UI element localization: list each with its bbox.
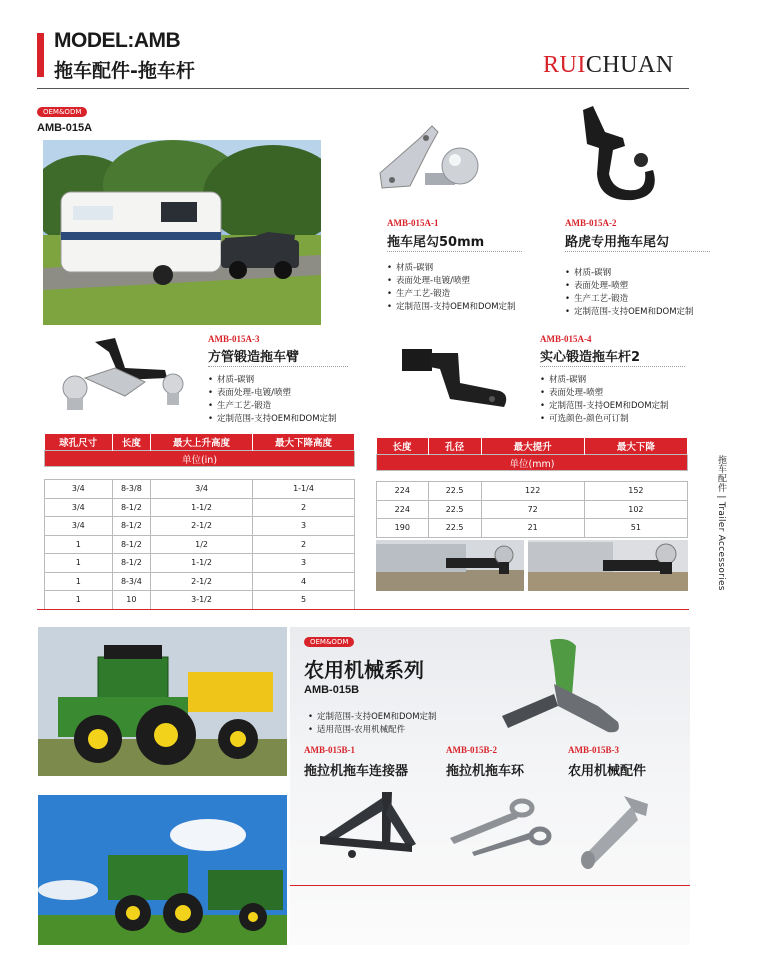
table-row [377,519,688,538]
feature-item: • 定制范围-支持OEM和DOM定制 [208,413,337,426]
table-cell: 3/4 [45,517,113,536]
feature-item: • 表面处理-喷塑 [565,280,694,293]
table-cell: 22.5 [428,519,481,538]
series-title: 农用机械系列 [304,658,424,682]
table-cell: 102 [584,500,687,519]
feature-item: • 生产工艺-锻造 [208,400,337,413]
table-cell: 3 [253,517,355,536]
feature-list [308,711,437,737]
table-cell: 190 [377,519,429,538]
product-title: 路虎专用拖车尾勾 [565,235,670,250]
table-cell: 1/2 [151,535,253,554]
feature-item: • 适用范围-农用机械配件 [308,724,437,737]
table-cell: 8-3/8 [112,480,150,499]
dotted-divider [540,366,685,367]
table-cell: 8-1/2 [112,498,150,517]
rv-trailer-photo [43,140,321,325]
header-accent-bar [37,33,44,77]
table-row [45,554,355,573]
table-cell: 22.5 [428,482,481,501]
table-header: 最大上升高度 [151,434,253,451]
table-cell: 2-1/2 [151,572,253,591]
table-cell: 1-1/2 [151,498,253,517]
dotted-divider [565,251,710,252]
table-cell: 1-1/4 [253,480,355,499]
product-code: AMB-015A-2 [565,218,617,228]
table-cell: 1 [45,554,113,573]
feature-item: • 生产工艺-锻造 [565,293,694,306]
table-header: 球孔尺寸 [45,434,113,451]
table-row [45,480,355,499]
product-title: 农用机械配件 [568,764,647,779]
feature-item: • 生产工艺-锻造 [387,288,516,301]
product-code: AMB-015B-3 [568,745,619,755]
square-tube-tow-arm-image [55,338,195,423]
header-divider [37,88,689,89]
table-header: 长度 [377,438,429,455]
table-cell: 3/4 [45,498,113,517]
table-cell: 5 [253,591,355,610]
dotted-divider [387,251,522,252]
table-cell: 8-1/2 [112,517,150,536]
table-row [377,500,688,519]
table-cell: 152 [584,482,687,501]
oem-badge: OEM&ODM [304,637,354,647]
spec-table-inches [44,434,355,610]
table-cell: 2 [253,498,355,517]
table-cell: 72 [481,500,584,519]
table-cell: 4 [253,572,355,591]
table-unit-row: 单位(mm) [377,455,688,471]
feature-item: • 表面处理-电镀/喷塑 [208,387,337,400]
feature-item: • 定制范围-支持OEM和DOM定制 [565,306,694,319]
brand-logo: RUICHUAN [543,52,674,78]
feature-item: • 材质-碳钢 [208,374,337,387]
table-cell: 224 [377,482,429,501]
series-code: AMB-015B [304,684,360,696]
table-cell: 1 [45,535,113,554]
product-title: 实心锻造拖车杆2 [540,350,641,365]
feature-item: • 材质-碳钢 [540,374,669,387]
installed-tow-bar-photo-1 [376,540,524,591]
table-cell: 8-1/2 [112,554,150,573]
table-row [377,482,688,501]
category-title: 拖车配件-拖车杆 [54,60,195,82]
table-row [45,517,355,536]
product-code: AMB-015A-3 [208,334,260,344]
product-title: 拖拉机拖车连接器 [304,764,409,779]
tow-ball-50mm-image [370,118,490,210]
table-cell: 2-1/2 [151,517,253,536]
table-cell: 3-1/2 [151,591,253,610]
table-cell: 8-3/4 [112,572,150,591]
land-rover-tow-hook-image [565,104,675,204]
tractor-photo [38,627,287,776]
table-row [45,572,355,591]
table-cell: 8-1/2 [112,535,150,554]
table-cell: 224 [377,500,429,519]
tractor-seeder-photo [38,795,287,945]
feature-list [565,267,694,319]
product-code: AMB-015A-1 [387,218,439,228]
feature-item: • 定制范围-支持OEM和DOM定制 [540,400,669,413]
tractor-hitch-connector-image [312,788,422,868]
table-cell: 22.5 [428,500,481,519]
table-row [45,498,355,517]
feature-item: • 表面处理-电镀/喷塑 [387,275,516,288]
spec-table-mm [376,438,688,538]
agricultural-machine-part-image [576,790,656,870]
product-title: 拖车尾勾50mm [387,235,485,250]
table-cell: 1-1/2 [151,554,253,573]
table-row [45,591,355,610]
table-cell: 10 [112,591,150,610]
feature-list [540,374,669,426]
model-title: MODEL:AMB [54,29,181,52]
table-header: 孔径 [428,438,481,455]
table-cell: 122 [481,482,584,501]
table-unit-row: 单位(in) [45,451,355,467]
table-cell: 1 [45,572,113,591]
feature-item: • 定制范围-支持OEM和DOM定制 [308,711,437,724]
section-b-divider [290,885,690,886]
oem-badge: OEM&ODM [37,107,87,117]
table-cell: 1 [45,591,113,610]
tractor-tow-ring-image [442,798,554,860]
green-agricultural-part-image [498,636,628,736]
table-cell: 21 [481,519,584,538]
series-code: AMB-015A [37,122,93,134]
table-cell: 3/4 [45,480,113,499]
product-code: AMB-015B-2 [446,745,497,755]
table-header: 最大提升 [481,438,584,455]
side-category-label: 拖车配件 | Trailer Accessories [716,455,726,591]
feature-item: • 材质-碳钢 [565,267,694,280]
table-cell: 51 [584,519,687,538]
feature-list [387,262,516,314]
table-cell: 2 [253,535,355,554]
table-header: 最大下降 [584,438,687,455]
product-code: AMB-015A-4 [540,334,592,344]
solid-forged-tow-bar-image [400,343,512,415]
table-header: 长度 [112,434,150,451]
section-divider [37,609,689,610]
product-code: AMB-015B-1 [304,745,355,755]
feature-item: • 材质-碳钢 [387,262,516,275]
table-header: 最大下降高度 [253,434,355,451]
table-cell: 3/4 [151,480,253,499]
table-cell: 3 [253,554,355,573]
table-row [45,535,355,554]
product-title: 拖拉机拖车环 [446,764,525,779]
product-title: 方管锻造拖车臂 [208,350,300,365]
feature-item: • 定制范围-支持OEM和DOM定制 [387,301,516,314]
installed-tow-bar-photo-2 [528,540,688,591]
dotted-divider [208,366,348,367]
feature-list [208,374,337,426]
feature-item: • 表面处理-喷塑 [540,387,669,400]
feature-item: • 可选颜色-颜色可订制 [540,413,669,426]
